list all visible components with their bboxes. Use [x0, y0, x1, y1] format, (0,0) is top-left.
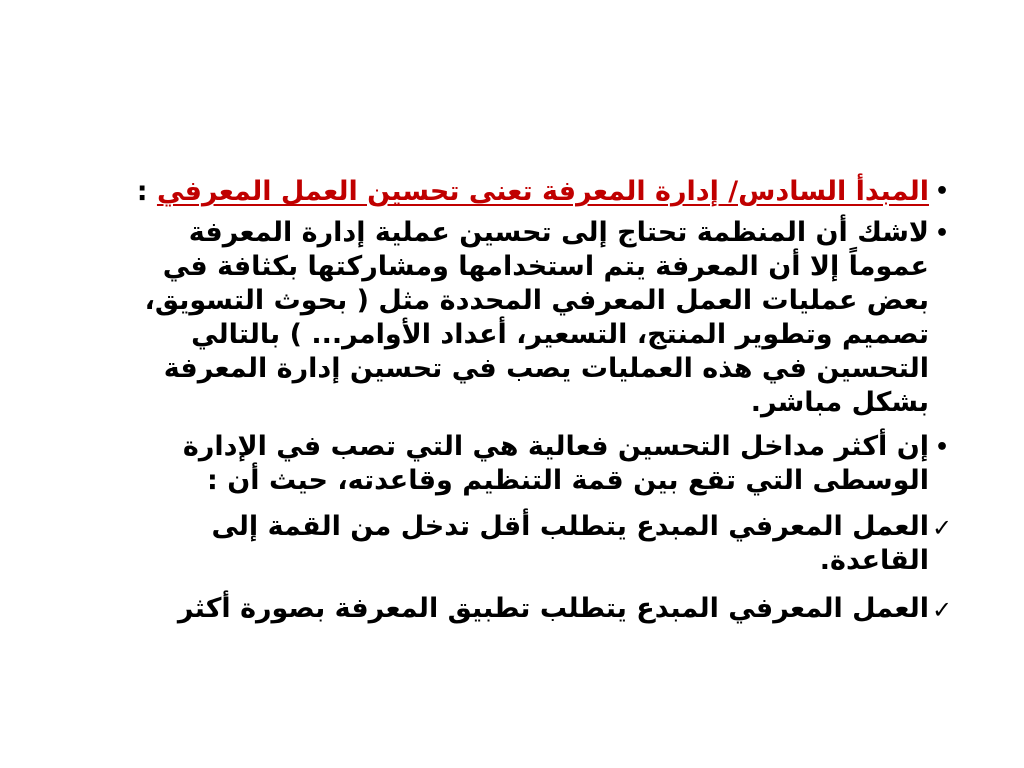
bullet-item — [110, 430, 955, 498]
principle-title: المبدأ السادس/ إدارة المعرفة تعنى تحسين العمل المعرفي — [156, 176, 929, 207]
bullet-text: إن أكثر مداخل التحسين فعالية هي التي تصب في الإدارة الوسطى التي تقع بين قمة التنظيم وقاعدته، حيث أن : — [182, 431, 929, 496]
heading-suffix: : — [136, 176, 157, 207]
bullet-dot-icon: • — [934, 221, 950, 246]
check-text: العمل المعرفي المبدع يتطلب أقل تدخل من القمة إلى القاعدة. — [211, 511, 929, 576]
checkmark-icon: ✓ — [931, 596, 953, 624]
check-text: العمل المعرفي المبدع يتطلب تطبيق المعرفة بصورة أكثر — [177, 593, 929, 624]
heading-text — [110, 174, 929, 210]
bullet-dot-icon: • — [934, 179, 950, 204]
bullet-text: لاشك أن المنظمة تحتاج إلى تحسين عملية إدارة المعرفة عموماً إلا أن المعرفة يتم استخدامها ومشاركتها بكثافة في بعض عمليات العمل المعرفي المحددة مثل ( بحوث التسويق، تصميم وتطوير المنتج، التسعير، أعداد الأوامر... ) بالتالي التحسين في هذه العمليات يصب في تحسين إدارة المعرفة بشكل مباشر. — [144, 217, 929, 418]
check-item — [110, 592, 955, 628]
checkmark-icon: ✓ — [931, 514, 953, 542]
bullet-item — [110, 216, 955, 420]
heading-item — [110, 174, 955, 210]
slide-content — [110, 174, 955, 628]
check-item — [110, 510, 955, 578]
bullet-dot-icon: • — [934, 435, 950, 460]
